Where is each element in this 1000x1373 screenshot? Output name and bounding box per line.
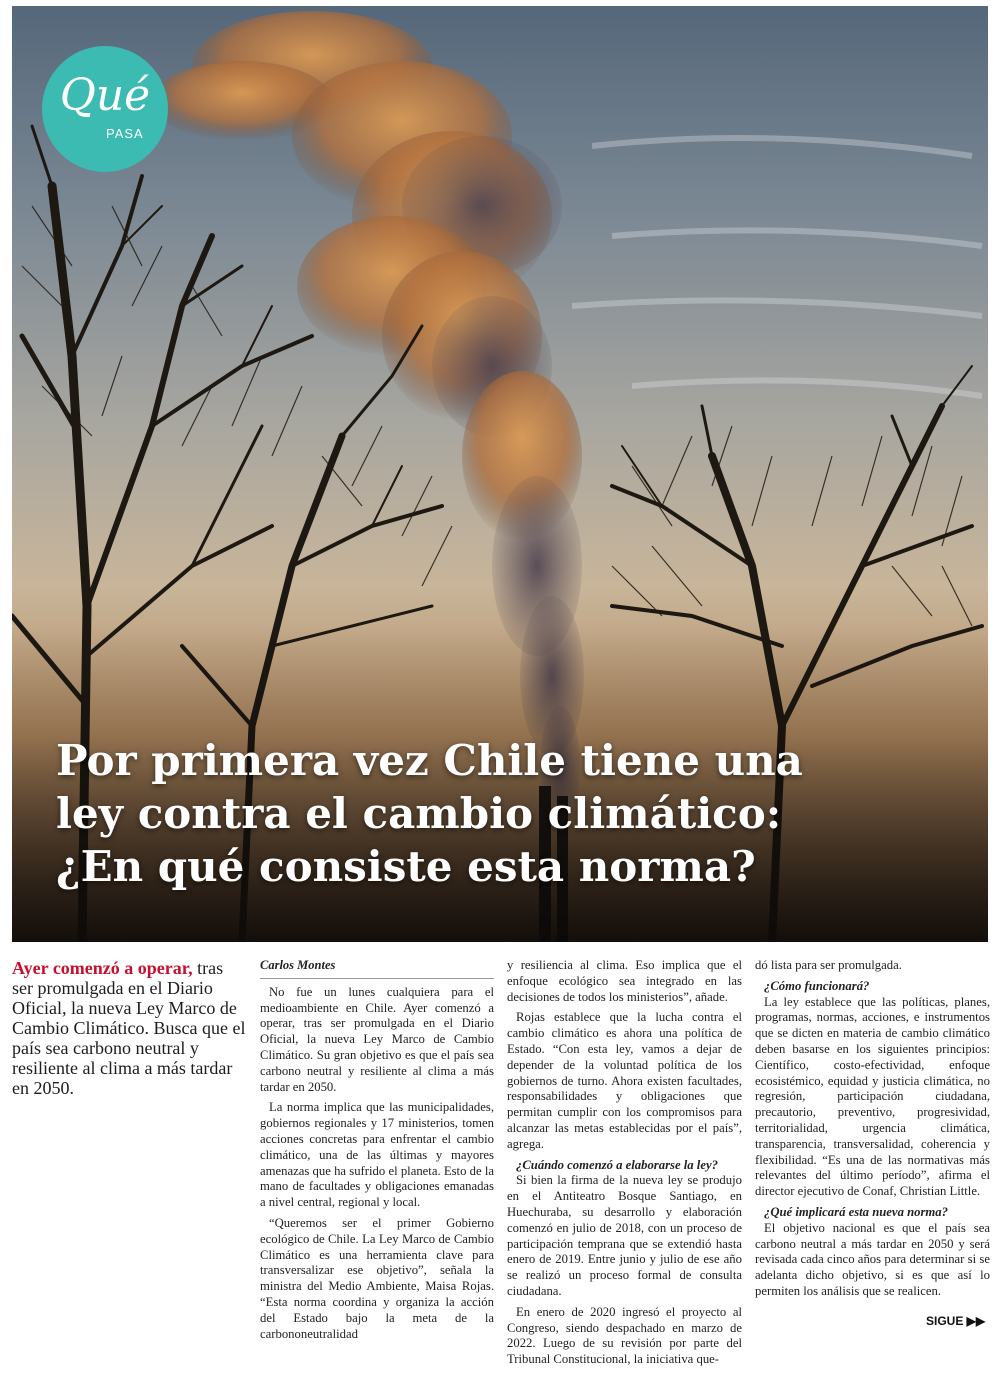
paragraph: La norma implica que las municipalidades, gobiernos regionales y 17 ministerios, tomen acciones concretas para enfrentar el cambio climático, una de las últimas y mayores amenazas que ha sufrido el planeta. Esto de la mano de facultades y obligaciones emanadas a nivel central, regional y local. xyxy=(260,1100,494,1210)
subheading: ¿Qué implicará esta nueva norma? xyxy=(764,1204,948,1219)
lead-highlight: Ayer comenzó a operar, xyxy=(12,958,193,978)
headline-line: ley contra el cambio climático: xyxy=(56,789,782,838)
badge-subtitle: PASA xyxy=(106,126,144,141)
lead-text: tras ser promulgada en el Diario Oficial, la nueva Ley Marco de Cambio Climático. Busca que el país sea carbono neutral y resiliente al clima a más tardar en 2050. xyxy=(12,958,246,1098)
hero-photo xyxy=(12,6,988,942)
paragraph: El objetivo nacional es que el país sea carbono neutral a más tardar en 2050 y será revisada cada cinco años para determinar si se adelanta dicho objetivo, si es que así lo permiten los análisis que se realicen. xyxy=(755,1220,990,1298)
lead-paragraph xyxy=(12,958,247,1098)
paragraph: No fue un lunes cualquiera para el medioambiente en Chile. Ayer comenzó a operar, tras ser promulgada en el Diario Oficial, la nueva Ley Marco de Cambio Climático. Su gran objetivo es que el país sea carbono neutral y resiliente al clima a más tardar en 2050. xyxy=(260,984,494,1094)
paragraph: Si bien la firma de la nueva ley se produjo en el Antiteatro Bosque Santiago, en Huechuraba, su desarrollo y elaboración comenzó en julio de 2018, con un proceso de participación temprana que se extendió hasta enero de 2019. Entre junio y julio de ese año se realizó un proceso formal de consulta ciudadana. xyxy=(507,1173,742,1298)
article-column-1 xyxy=(260,958,494,1347)
paragraph: La ley establece que las políticas, planes, programas, normas, acciones, e instrumentos que se dicten en materia de cambio climático deben basarse en los siguientes principios: Científico, costo-efectividad, enfoque ecosistémico, equidad y justicia climática, no regresión, participación ciudadana, precautorio, preventivo, progresividad, territorialidad, urgencia climática, transparencia, transversalidad, coherencia y flexibilidad. “Es una de las normativas más relevantes del último período”, afirma el director ejecutivo de Conaf, Christian Little. xyxy=(755,994,990,1199)
badge-title: Qué xyxy=(59,70,151,121)
paragraph: dó lista para ser promulgada. xyxy=(755,958,902,972)
headline xyxy=(56,734,876,893)
article-column-3 xyxy=(755,958,990,1305)
subheading: ¿Cuándo comenzó a elaborarse la ley? xyxy=(516,1157,718,1172)
paragraph: y resiliencia al clima. Eso implica que el enfoque ecológico sea integrado en las decisiones de todos los ministerios”, añade. xyxy=(507,958,742,1004)
que-pasa-badge xyxy=(42,46,168,172)
subheading: ¿Cómo funcionará? xyxy=(764,978,870,993)
paragraph: Rojas establece que la lucha contra el cambio climático es ahora una política de Estado. “Con esta ley, vamos a dejar de depender de la voluntad política de los gobiernos de turno. Ahora existen facultades, responsabilidades y obligaciones que permitan cumplir con los compromisos para alcanzar las metas establecidas por el país”, agrega. xyxy=(507,1010,742,1151)
article-column-2 xyxy=(507,958,742,1373)
headline-line: ¿En qué consiste esta norma? xyxy=(56,842,756,891)
byline: Carlos Montes xyxy=(260,958,494,979)
headline-line: Por primera vez Chile tiene una xyxy=(56,736,803,785)
paragraph: “Queremos ser el primer Gobierno ecológico de Chile. La Ley Marco de Cambio Climático es una herramienta clave para transversalizar ese objetivo”, señala la ministra del Medio Ambiente, Maisa Rojas. “Esta norma coordina y organiza la acción del Estado bajo la meta de la carbononeutralidad xyxy=(260,1215,494,1341)
continue-indicator: SIGUE ▶▶ xyxy=(926,1314,986,1328)
paragraph: En enero de 2020 ingresó el proyecto al Congreso, siendo despachado en marzo de 2022. Luego de su revisión por parte del Tribunal Constitucional, la iniciativa que- xyxy=(507,1304,742,1367)
